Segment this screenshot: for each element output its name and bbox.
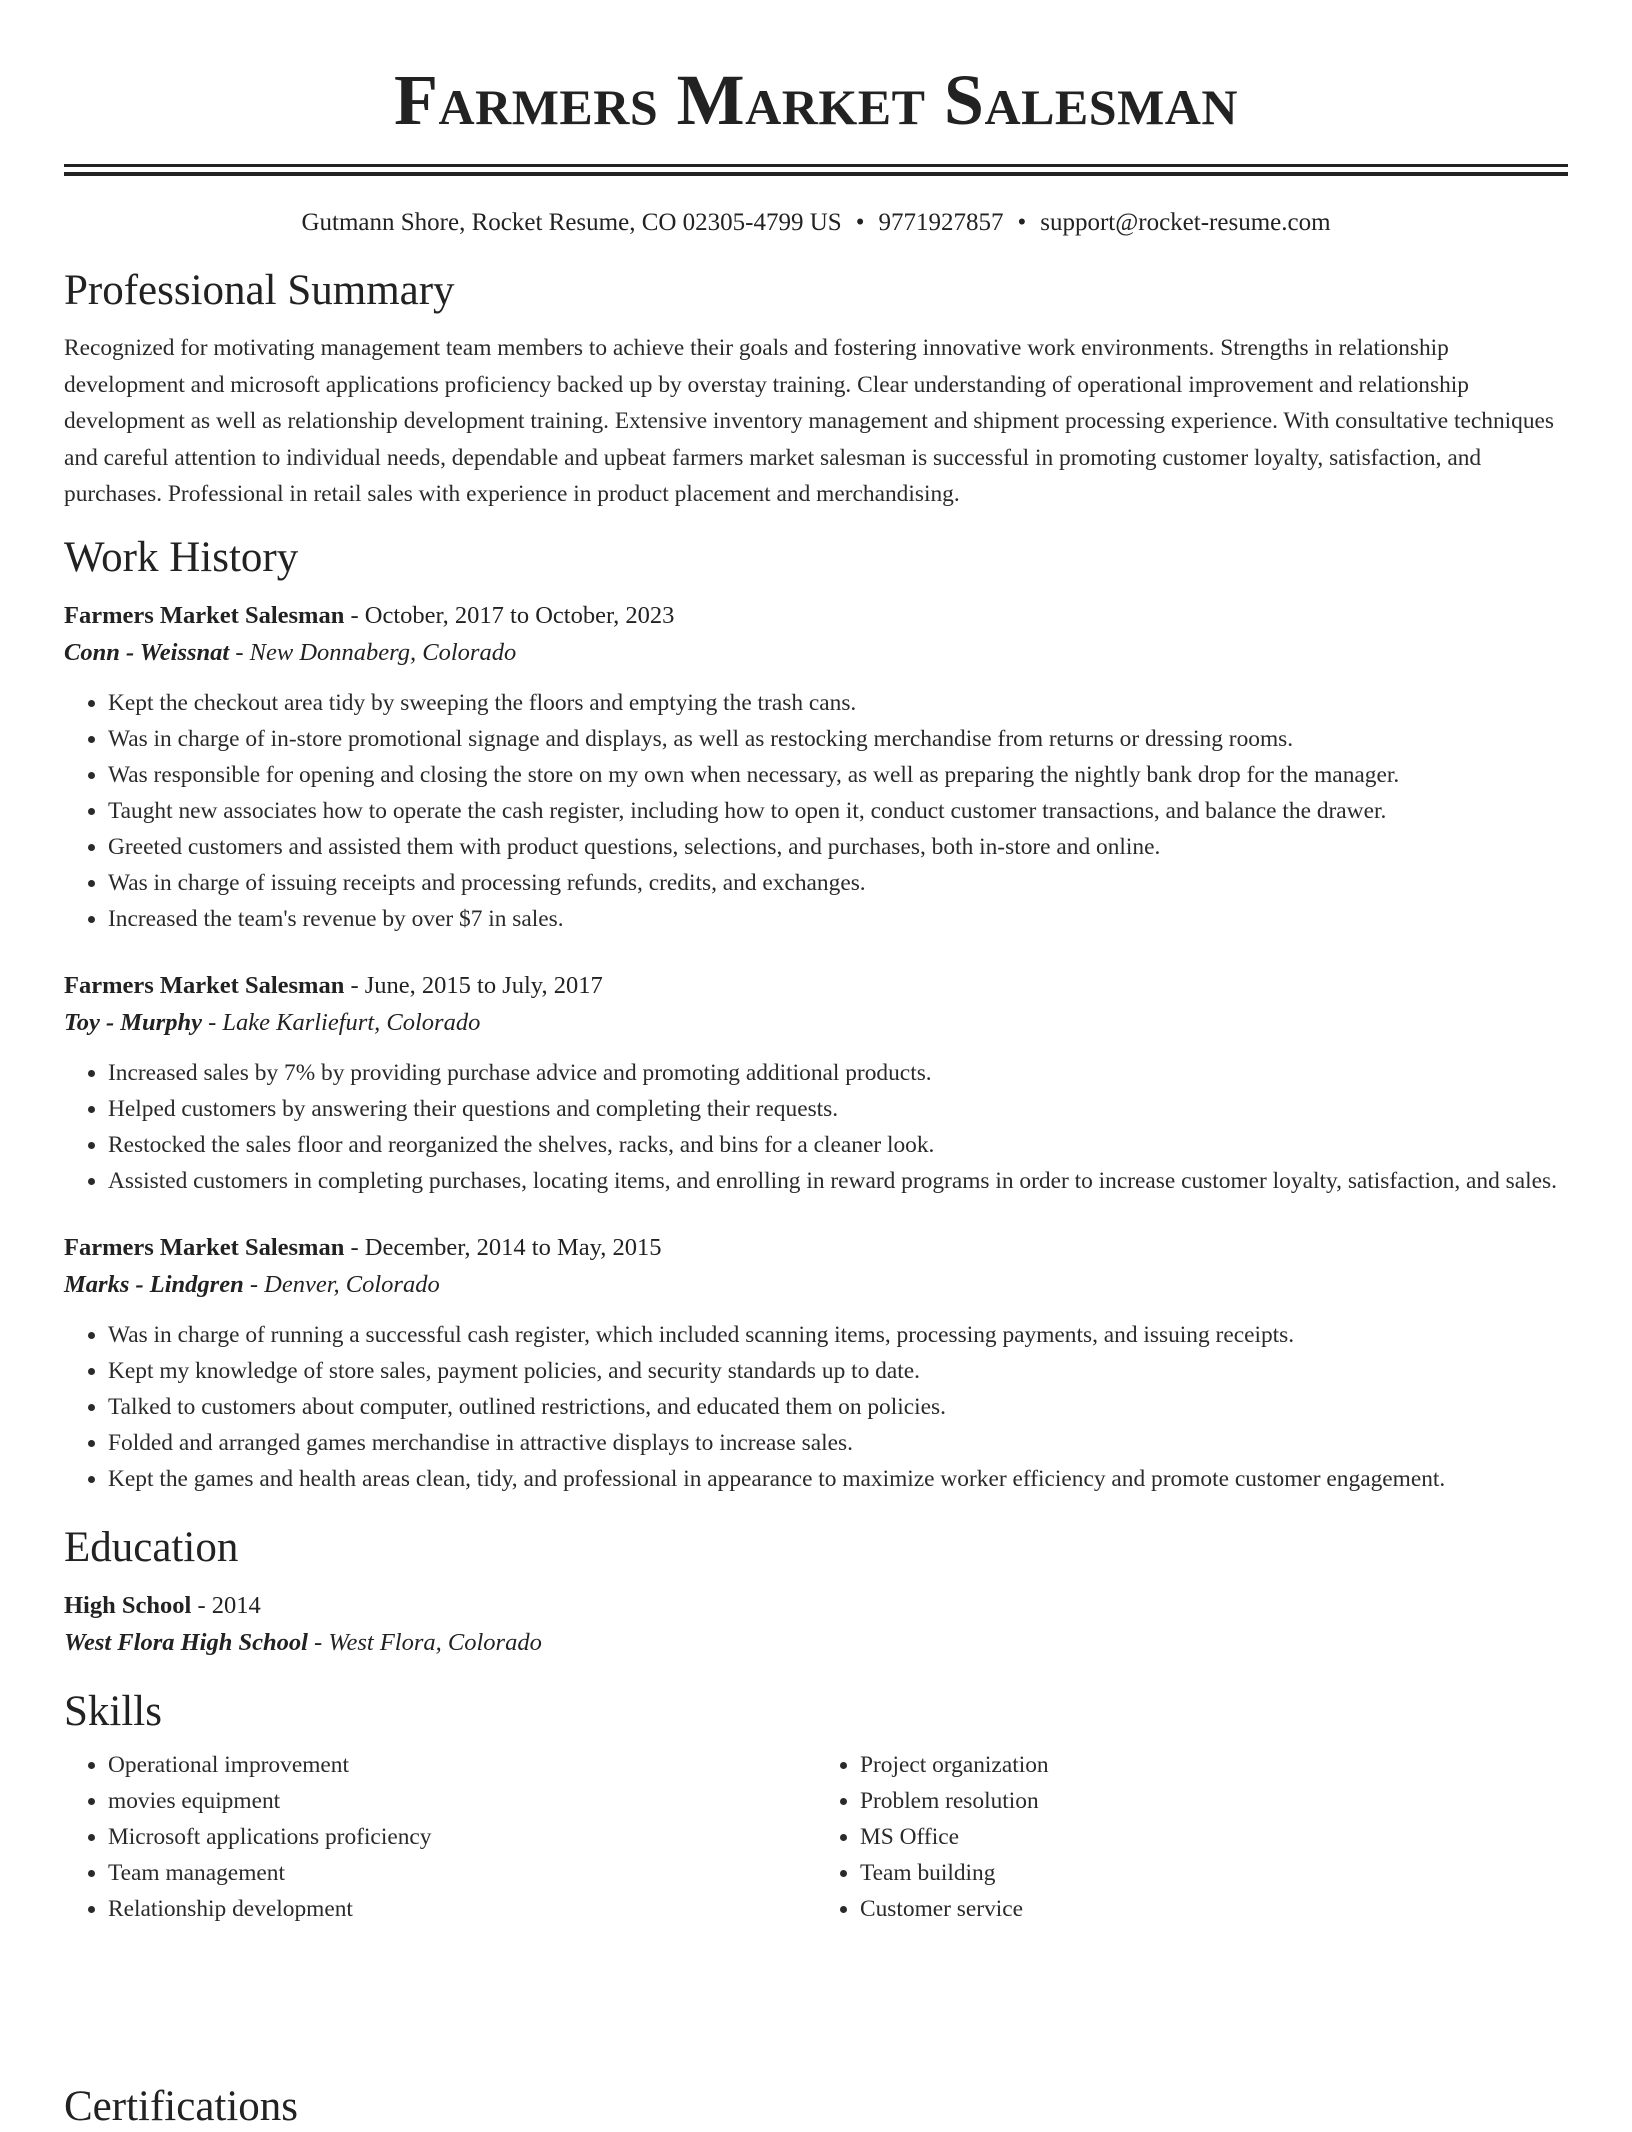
contact-line — [64, 206, 1568, 240]
contact-separator: • — [855, 209, 865, 236]
list-item: • Microsoft applications proficiency — [108, 1819, 816, 1855]
education-degree: High School — [64, 1591, 192, 1619]
job-role: Farmers Market Salesman — [64, 601, 345, 629]
list-item: • Increased the team's revenue by over $7 in sales. — [108, 901, 1568, 937]
education-entry — [64, 1589, 1568, 1661]
job-entry — [64, 1231, 1568, 1497]
section-title-certifications: Certifications — [64, 2083, 299, 2130]
section-title-work-history: Work History — [64, 533, 299, 581]
list-item: • Problem resolution — [860, 1783, 1568, 1819]
list-item: • Project organization — [860, 1747, 1568, 1783]
job-location: New Donnaberg, Colorado — [249, 638, 517, 666]
job-employer: Conn - Weissnat - New Donnaberg, Colorado — [64, 638, 517, 666]
title-double-rule — [64, 164, 1568, 176]
job-heading: Farmers Market Salesman - June, 2015 to July, 2017 — [64, 971, 603, 999]
skills-columns — [64, 1747, 1568, 1927]
list-item: • Operational improvement — [108, 1747, 816, 1783]
list-item: • Was in charge of running a successful cash register, which included scanning items, processing payments, and issuing receipts. — [108, 1317, 1568, 1353]
job-employer: Marks - Lindgren - Denver, Colorado — [64, 1270, 440, 1298]
education-heading: High School - 2014 — [64, 1591, 261, 1619]
job-company: Conn - Weissnat — [64, 638, 230, 666]
education-school: West Flora High School — [64, 1628, 308, 1656]
list-item: • Was in charge of in-store promotional signage and displays, as well as restocking merchandise from returns or dressing rooms. — [108, 721, 1568, 757]
list-item: • Team management — [108, 1855, 816, 1891]
list-item: • MS Office — [860, 1819, 1568, 1855]
section-title-skills: Skills — [64, 1687, 162, 1735]
list-item: • Folded and arranged games merchandise in attractive displays to increase sales. — [108, 1425, 1568, 1461]
list-item: • Assisted customers in completing purchases, locating items, and enrolling in reward programs in order to increase customer loyalty, satisfaction, and sales. — [108, 1163, 1568, 1199]
contact-address: Gutmann Shore, Rocket Resume, CO 02305-4799 US — [301, 209, 842, 236]
resume-title: Farmers Market Salesman — [394, 60, 1238, 140]
education-location: West Flora, Colorado — [328, 1628, 542, 1656]
job-dates: October, 2017 to October, 2023 — [364, 601, 675, 629]
education-school-line: West Flora High School - West Flora, Colorado — [64, 1628, 542, 1656]
job-employer: Toy - Murphy - Lake Karliefurt, Colorado — [64, 1008, 481, 1036]
job-company: Toy - Murphy — [64, 1008, 202, 1036]
job-dates: December, 2014 to May, 2015 — [364, 1233, 662, 1261]
list-item: • movies equipment — [108, 1783, 816, 1819]
job-role: Farmers Market Salesman — [64, 971, 345, 999]
list-item: • Taught new associates how to operate the cash register, including how to open it, conduct customer transactions, and balance the drawer. — [108, 793, 1568, 829]
list-item: • Relationship development — [108, 1891, 816, 1927]
list-item: • Restocked the sales floor and reorganized the shelves, racks, and bins for a cleaner look. — [108, 1127, 1568, 1163]
contact-separator: • — [1017, 209, 1027, 236]
list-item: • Kept the checkout area tidy by sweeping the floors and emptying the trash cans. — [108, 685, 1568, 721]
job-bullets — [64, 1055, 1568, 1199]
job-location: Denver, Colorado — [264, 1270, 440, 1298]
list-item: • Helped customers by answering their questions and completing their requests. — [108, 1091, 1568, 1127]
list-item: • Talked to customers about computer, outlined restrictions, and educated them on policies. — [108, 1389, 1568, 1425]
summary-text: Recognized for motivating management team members to achieve their goals and fostering innovative work environments. Strengths in relationship development and microsoft applications proficiency backed up by overstay training. Clear understanding of operational improvement and relationship development as well as relationship development training. Extensive inventory management and shipment processing experience. With consultative techniques and careful attention to individual needs, dependable and upbeat farmers market salesman is successful in promoting customer loyalty, satisfaction, and purchases. Professional in retail sales with experience in product placement and merchandising. — [64, 335, 1555, 507]
job-entry — [64, 599, 1568, 937]
list-item: • Was in charge of issuing receipts and processing refunds, credits, and exchanges. — [108, 865, 1568, 901]
job-location: Lake Karliefurt, Colorado — [222, 1008, 481, 1036]
skills-list-left — [64, 1747, 816, 1927]
job-role: Farmers Market Salesman — [64, 1233, 345, 1261]
section-title-summary: Professional Summary — [64, 267, 455, 314]
contact-phone: 9771927857 — [878, 209, 1004, 236]
list-item: • Team building — [860, 1855, 1568, 1891]
skills-list-right — [816, 1747, 1568, 1927]
job-entry — [64, 969, 1568, 1199]
job-company: Marks - Lindgren — [64, 1270, 244, 1298]
list-item: • Customer service — [860, 1891, 1568, 1927]
job-heading: Farmers Market Salesman - October, 2017 to October, 2023 — [64, 601, 675, 629]
section-title-education: Education — [64, 1523, 239, 1571]
job-bullets — [64, 685, 1568, 937]
list-item: • Kept the games and health areas clean, tidy, and professional in appearance to maximize worker efficiency and promote customer engagement. — [108, 1461, 1568, 1497]
contact-email[interactable]: support@rocket-resume.com — [1040, 209, 1331, 236]
job-heading: Farmers Market Salesman - December, 2014 to May, 2015 — [64, 1233, 662, 1261]
job-bullets — [64, 1317, 1568, 1497]
list-item: • Increased sales by 7% by providing purchase advice and promoting additional products. — [108, 1055, 1568, 1091]
job-dates: June, 2015 to July, 2017 — [364, 971, 603, 999]
education-year: 2014 — [211, 1591, 261, 1619]
list-item: • Greeted customers and assisted them with product questions, selections, and purchases, both in-store and online. — [108, 829, 1568, 865]
list-item: • Kept my knowledge of store sales, payment policies, and security standards up to date. — [108, 1353, 1568, 1389]
list-item: • Was responsible for opening and closing the store on my own when necessary, as well as preparing the nightly bank drop for the manager. — [108, 757, 1568, 793]
